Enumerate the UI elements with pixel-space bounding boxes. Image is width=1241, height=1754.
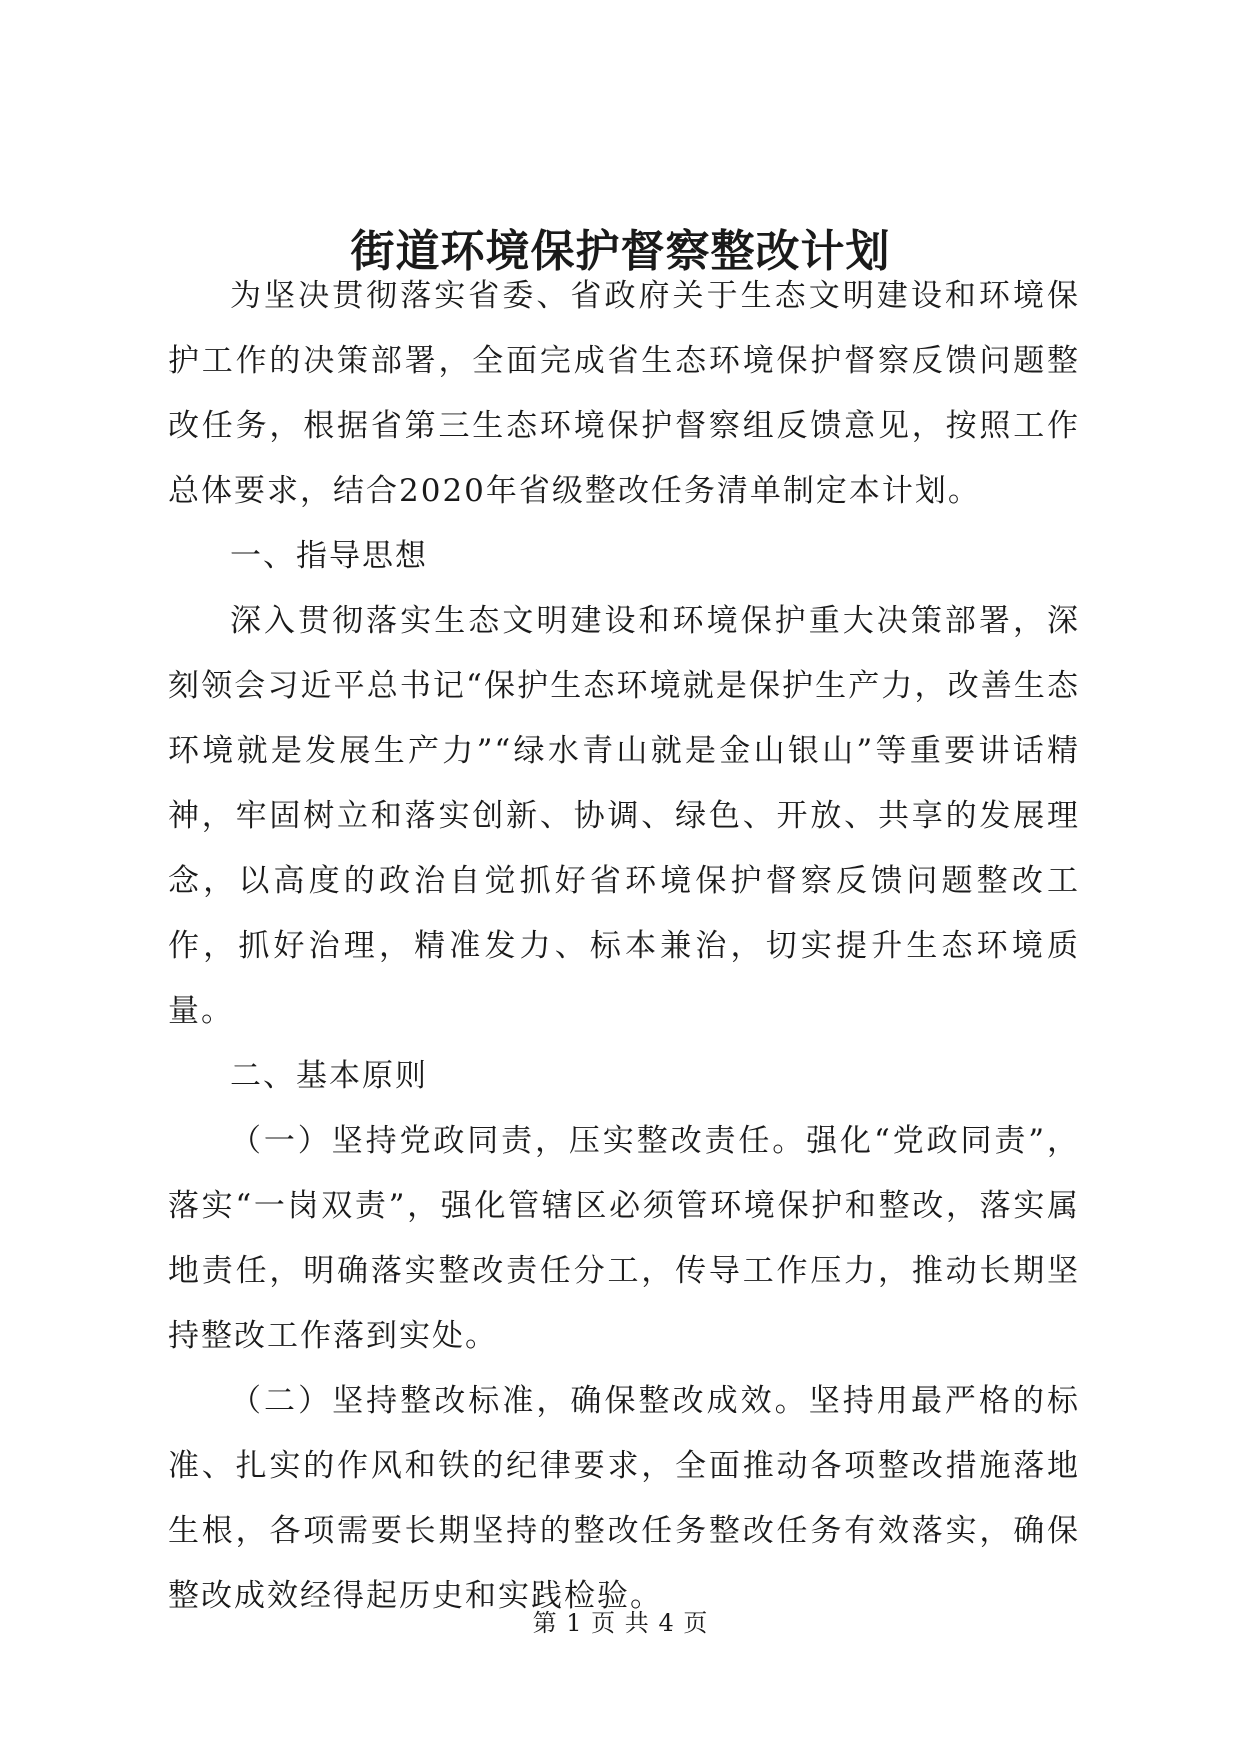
principle-one-paragraph: （一）坚持党政同责，压实整改责任。强化“党政同责”，落实“一岗双责”，强化管辖区必须管环境保护和整改，落实属地责任，明确落实整改责任分工，传导工作压力，推动长期坚持整改工作落到实处。 [168,1123,1080,1354]
document-body [168,264,1080,1629]
intro-paragraph: 为坚决贯彻落实省委、省政府关于生态文明建设和环境保护工作的决策部署，全面完成省生态环境保护督察反馈问题整改任务，根据省第三生态环境保护督察组反馈意见，按照工作总体要求，结合2020年省级整改任务清单制定本计划。 [168,278,1080,509]
principle-two-paragraph: （二）坚持整改标准，确保整改成效。坚持用最严格的标准、扎实的作风和铁的纪律要求，全面推动各项整改措施落地生根，各项需要长期坚持的整改任务整改任务有效落实，确保整改成效经得起历史和实践检验。 [168,1383,1080,1614]
section-heading-basic-principles: 二、基本原则 [230,1058,428,1094]
guiding-ideology-paragraph: 深入贯彻落实生态文明建设和环境保护重大决策部署，深刻领会习近平总书记“保护生态环境就是保护生产力，改善生态环境就是发展生产力”“绿水青山就是金山银山”等重要讲话精神，牢固树立和落实创新、协调、绿色、开放、共享的发展理念，以高度的政治自觉抓好省环境保护督察反馈问题整改工作，抓好治理，精准发力、标本兼治，切实提升生态环境质量。 [168,603,1080,1029]
document-title: 街道环境保护督察整改计划 [350,226,891,277]
page-number-footer: 第 1 页 共 4 页 [532,1609,709,1637]
section-heading-guiding-ideology: 一、指导思想 [230,538,428,574]
